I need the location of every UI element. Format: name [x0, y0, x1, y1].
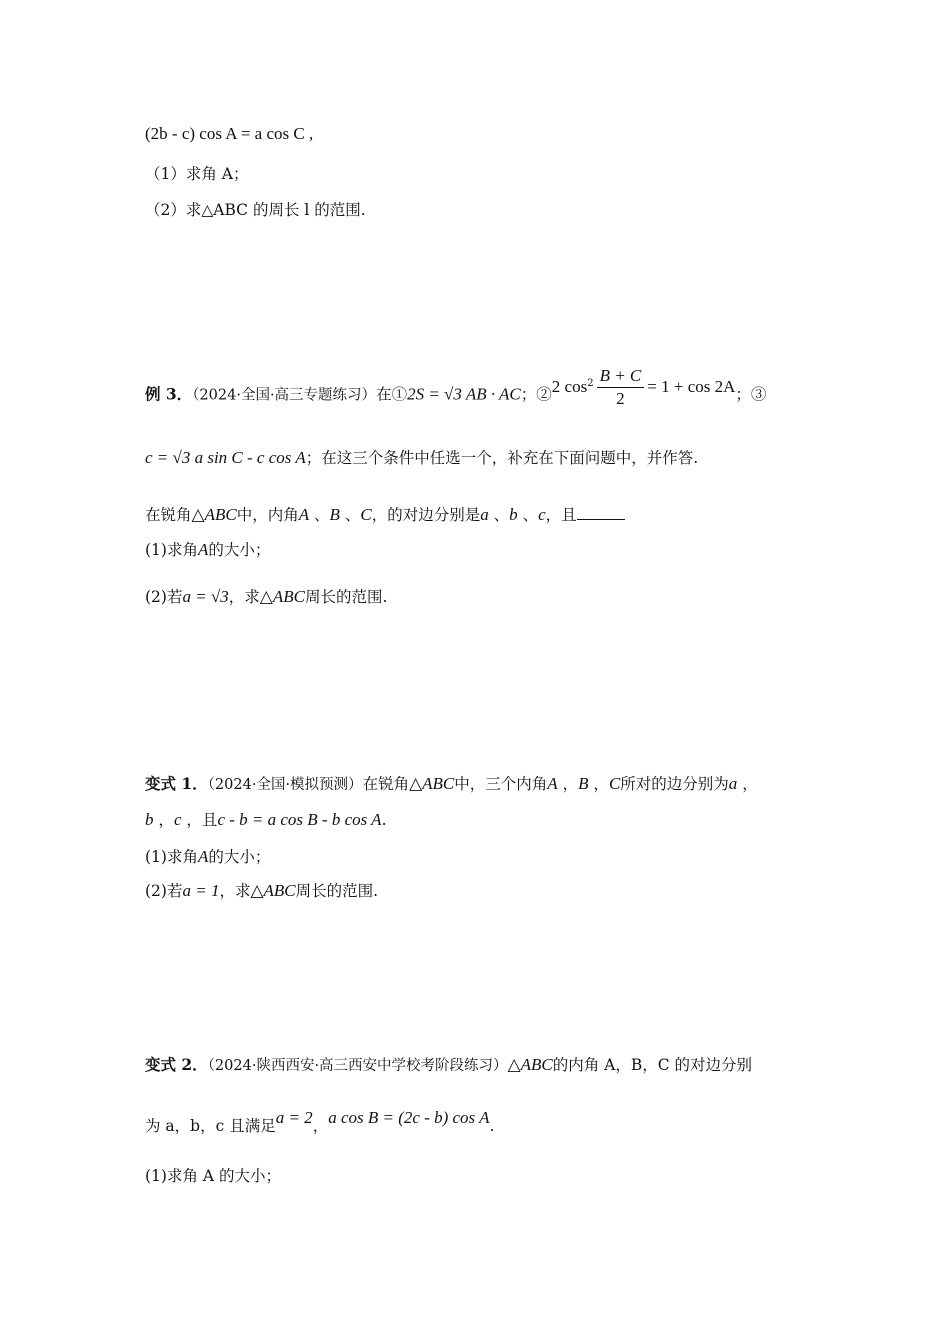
variant-1-condition-line: b ，c ，且c - b = a cos B - b cos A.	[145, 810, 387, 829]
top-condition: (2b - c) cos A = a cos C ,	[145, 124, 314, 143]
top-question-1: （1）求角 A；	[145, 165, 249, 183]
condition-3: c = √3 a sin C - c cos A	[145, 448, 306, 467]
variant-2-condition-line: 为 a，b，c 且满足a = 2，a cos B = (2c - b) cos A.	[145, 1108, 495, 1135]
variant-1-label: 变式 1．	[145, 774, 208, 793]
condition-2: 2 $\cos^2$ $\frac{B + C}{2}$ = 1 + cos 2A	[551, 366, 736, 408]
variant-2-source: （2024·陕西西安·高三西安中学校考阶段练习）	[207, 1058, 508, 1074]
variant-1-question-2: (2)若a = 1，求△ABC周长的范围.	[145, 881, 379, 900]
variant-2-condition: a cos B = (2c - b) cos A	[328, 1108, 490, 1127]
variant-1-header: 变式 1．（2024·全国·模拟预测）在锐角△ABC中，三个内角A ，B ，C所对的边分别为a ，	[145, 774, 758, 793]
variant-1-source: （2024·全国·模拟预测）	[207, 777, 363, 793]
example-3-question-1: (1)求角A的大小；	[145, 540, 271, 559]
example-3-source: （2024·全国·高三专题练习）	[192, 387, 377, 404]
variant-2-label: 变式 2．	[145, 1055, 208, 1074]
answer-blank	[577, 505, 625, 520]
fraction: $\frac{B + C}{2}$	[597, 365, 645, 410]
example-3-statement: 在锐角△ABC中，内角A 、B 、C，的对边分别是a 、b 、c，且	[145, 503, 625, 525]
example-3-question-2: (2)若a = √3，求△ABC周长的范围.	[145, 587, 388, 606]
variant-2-header: 变式 2．（2024·陕西西安·高三西安中学校考阶段练习）△ABC的内角 A，B，C 的对边分别	[145, 1055, 753, 1074]
variant-2-question-1: (1)求角 A 的大小；	[145, 1167, 282, 1185]
top-question-2: （2）求△ABC 的周长 l 的范围.	[145, 201, 366, 219]
example-3-condition-3-line: c = √3 a sin C - c cos A；在这三个条件中任选一个，补充在下面问题中，并作答.	[145, 448, 699, 467]
variant-1-question-1: (1)求角A的大小；	[145, 847, 271, 866]
example-3-header: 例 3．（2024·全国·高三专题练习）在①2S = √3 AB · AC；②2 $\cos^2$ $\frac{B + C}{2}$ = 1 + cos 2A；③	[145, 366, 767, 408]
example-3-label: 例 3．	[145, 384, 193, 404]
condition-1: 2S = √3 AB · AC	[407, 384, 521, 404]
variant-1-condition: c - b = a cos B - b cos A	[217, 810, 382, 829]
